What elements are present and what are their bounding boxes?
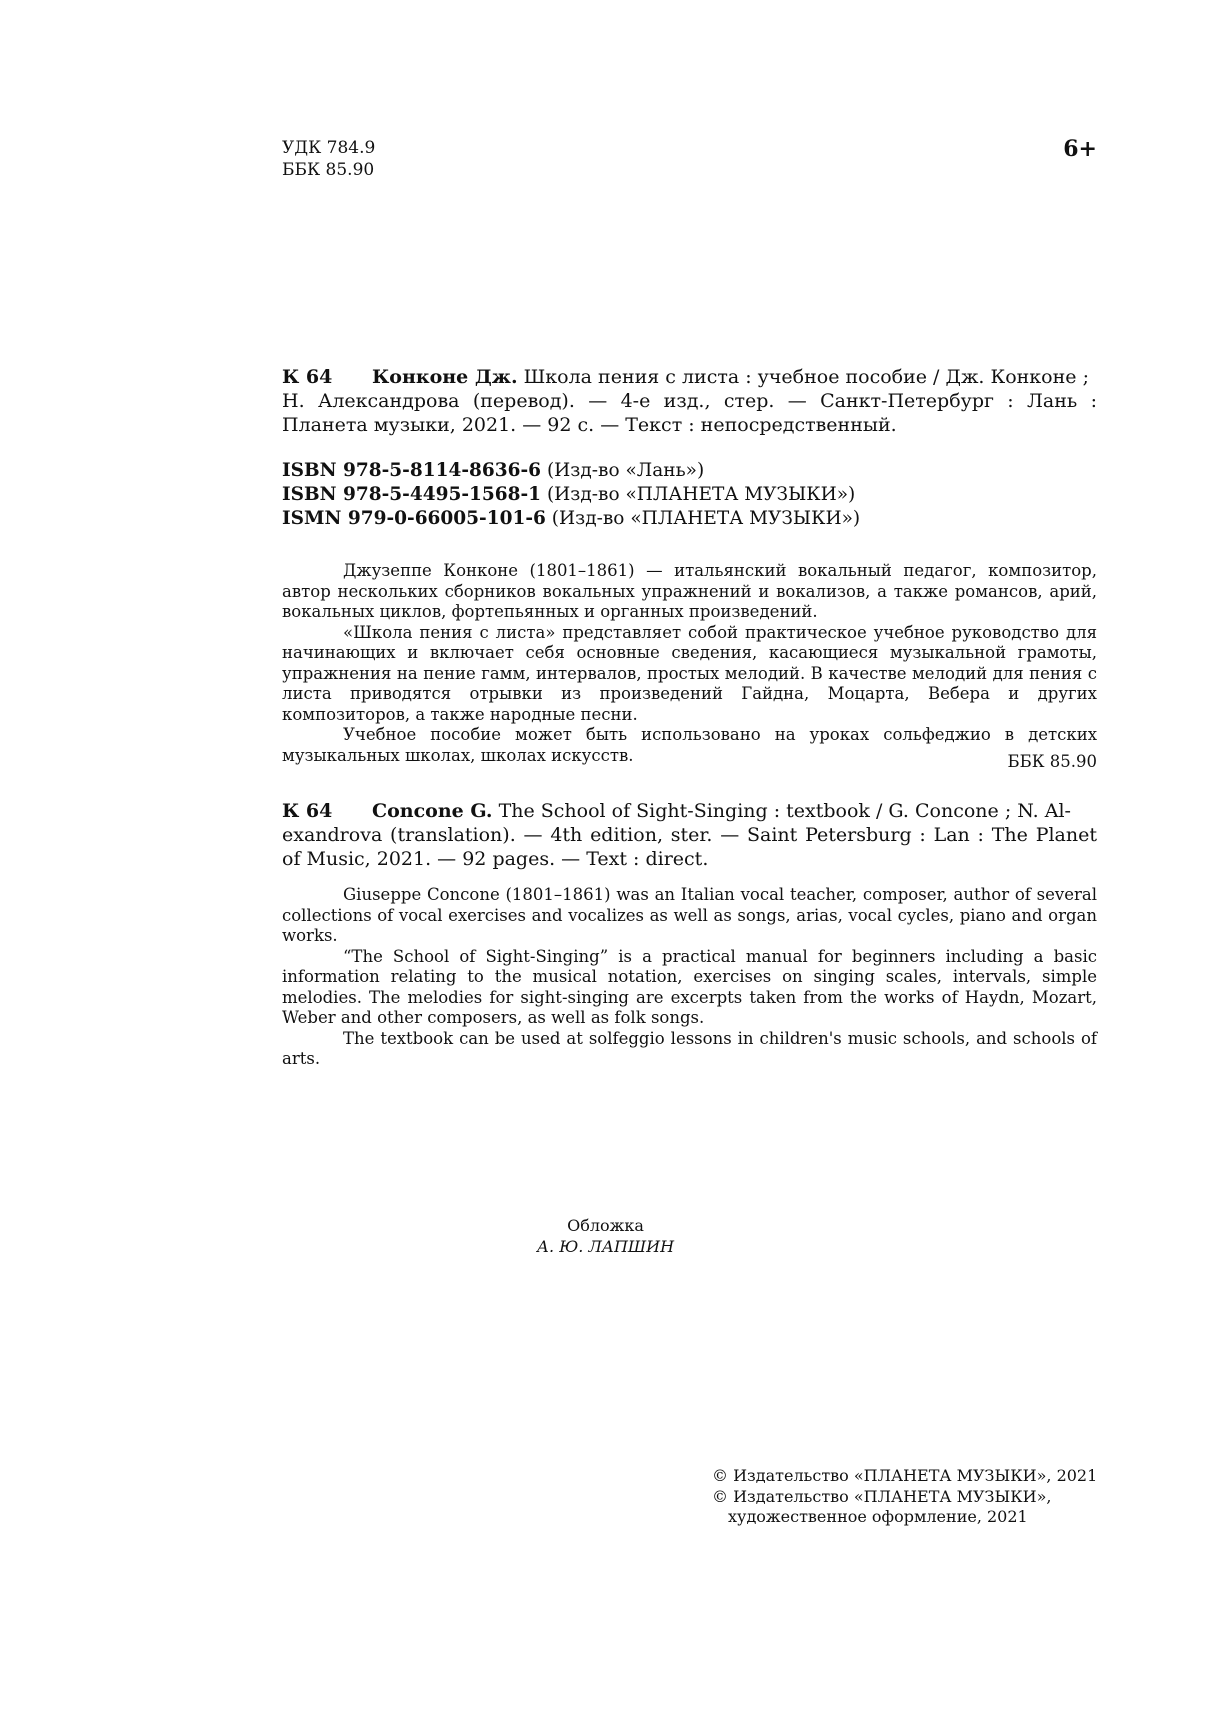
cover-designer: А. Ю. ЛАПШИН [536, 1237, 675, 1256]
annotation-en [282, 885, 1097, 1070]
copyright-line: © Издательство «ПЛАНЕТА МУЗЫКИ», 2021 [712, 1466, 1098, 1485]
bibliographic-entry-en [282, 799, 1097, 871]
isbn-number: ISMN 979-0-66005-101-6 [282, 508, 546, 529]
title-rest-en: exandrova (translation). — 4th edition, ster. — Saint Petersburg : Lan : The Planet of Music, 2021. — 92 pages. — Text : direct. [282, 824, 1097, 870]
isbn-line [282, 507, 860, 531]
author-mark-en: К 64 [282, 800, 333, 822]
classification-codes [282, 137, 375, 181]
annotation-paragraph: «Школа пения с листа» представляет собой практическое учебное руководство для начинающих и включает себя основные сведения, касающиеся музыкальной грамоты, упражнения на пение гамм, интервалов, простых мелодий. В качестве мелодий для пения с листа приводятся отрывки из произведений Гайдна, Моцарта, Вебера и других композиторов, а также народные песни. [282, 622, 1097, 724]
isbn-number: ISBN 978-5-8114-8636-6 [282, 460, 542, 481]
annotation-paragraph: Джузеппе Конконе (1801–1861) — итальянский вокальный педагог, композитор, автор нескольких сборников вокальных упражнений и вокализов, а также романсов, арий, вокальных циклов, фортепьянных и органных произведений. [282, 561, 1097, 621]
isbn-number: ISBN 978-5-4495-1568-1 [282, 484, 542, 505]
bbk-index: ББК 85.90 [1007, 752, 1097, 771]
annotation-paragraph: The textbook can be used at solfeggio lessons in children's music schools, and schools of arts. [282, 1028, 1097, 1068]
annotation-paragraph: Учебное пособие может быть использовано на уроках сольфеджио в детских музыкальных школах, школах искусств. [282, 725, 1097, 765]
isbn-publisher: (Изд-во «Лань») [546, 460, 705, 481]
cover-label: Обложка [567, 1216, 644, 1235]
title-rest-ru: Н. Александрова (перевод). — 4-е изд., стер. — Санкт-Петербург : Лань : Планета музыки, 2021. — 92 с. — Текст : непосредственный. [282, 390, 1097, 436]
cover-credit [0, 1215, 1211, 1257]
bbk-code: ББК 85.90 [282, 160, 375, 180]
bibliographic-entry-ru [282, 365, 1097, 437]
udk-code: УДК 784.9 [282, 138, 376, 158]
isbn-list [282, 459, 860, 531]
age-rating: 6+ [1063, 136, 1097, 162]
author-ru: Конконе Дж. [372, 366, 518, 388]
annotation-paragraph: “The School of Sight-Singing” is a practical manual for beginners including a basic information relating to the musical notation, exercises on singing scales, intervals, simple melodies. The melodies for sight-singing are excerpts taken from the works of Haydn, Mozart, Weber and other composers, as well as folk songs. [282, 946, 1097, 1027]
isbn-publisher: (Изд-во «ПЛАНЕТА МУЗЫКИ») [546, 484, 856, 505]
author-en: Concone G. [372, 800, 493, 822]
annotation-paragraph: Giuseppe Concone (1801–1861) was an Italian vocal teacher, composer, author of several collections of vocal exercises and vocalizes as well as songs, arias, vocal cycles, piano and organ works. [282, 885, 1097, 945]
copyright-line: художественное оформление, 2021 [728, 1507, 1028, 1526]
title-line-en: The School of Sight-Singing : textbook / G. Concone ; N. Al- [498, 800, 1071, 822]
author-mark-ru: К 64 [282, 366, 333, 388]
annotation-ru [282, 561, 1097, 766]
isbn-line [282, 483, 860, 507]
title-line-ru: Школа пения с листа : учебное пособие / Дж. Конконе ; [523, 366, 1089, 388]
isbn-publisher: (Изд-во «ПЛАНЕТА МУЗЫКИ») [551, 508, 861, 529]
isbn-line [282, 459, 860, 483]
copyright-line: © Издательство «ПЛАНЕТА МУЗЫКИ», [712, 1486, 1052, 1506]
copyright-block [712, 1466, 1097, 1528]
